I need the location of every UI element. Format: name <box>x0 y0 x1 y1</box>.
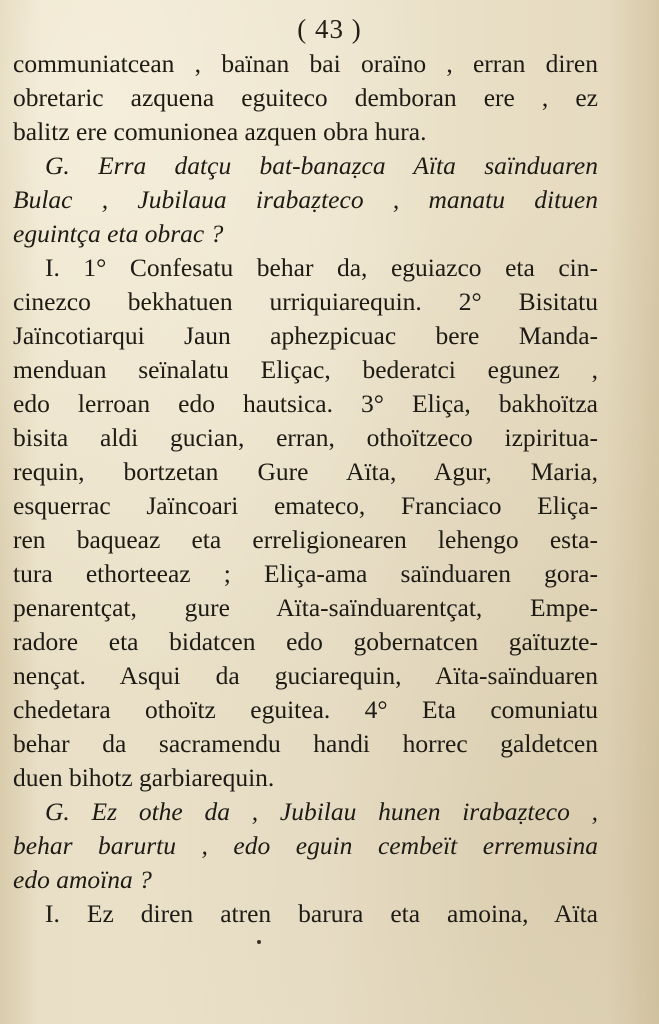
answer-line: penarentçat, gure Aïta-saïnduarentçat, Empe- <box>13 593 598 622</box>
text-line: obretaric azquena eguiteco demboran ere , ez <box>13 83 598 112</box>
ink-speck <box>257 940 261 944</box>
question-line: G. Ez othe da , Jubilau hunen irabaẓteco , <box>45 797 598 826</box>
answer-line: esquerrac Jaïncoari emateco, Franciaco Eliça- <box>13 491 598 520</box>
answer-line: menduan seïnalatu Eliçac, bederatci egunez , <box>13 355 598 384</box>
answer-line: nençat. Asqui da guciarequin, Aïta-saïnduaren <box>13 661 598 690</box>
text-line: balitz ere comunionea azquen obra hura. <box>13 117 427 146</box>
answer-line: Jaïncotiarqui Jaun aphezpicuac bere Manda- <box>13 321 598 350</box>
answer-line: edo lerroan edo hautsica. 3° Eliça, bakhoïtza <box>13 389 598 418</box>
question-line: edo amoïna ? <box>13 865 152 894</box>
answer-line: ren baqueaz eta erreligionearen lehengo esta- <box>13 525 598 554</box>
answer-line: cinezco bekhatuen urriquiarequin. 2° Bisitatu <box>13 287 598 316</box>
answer-line: radore eta bidatcen edo gobernatcen gaïtuzte- <box>13 627 598 656</box>
question-line: behar barurtu , edo eguin cembeït erremusina <box>13 831 598 860</box>
answer-line: I. Ez diren atren barura eta amoina, Aïta <box>45 899 598 928</box>
body-text <box>13 47 598 931</box>
answer-line: tura ethorteeaz ; Eliça-ama saïnduaren gora- <box>13 559 598 588</box>
answer-line: duen bihotz garbiarequin. <box>13 763 275 792</box>
text-line: communiatcean , baïnan bai oraïno , erran diren <box>13 49 598 78</box>
answer-line: chedetara othoïtz eguitea. 4° Eta comuniatu <box>13 695 598 724</box>
question-line: Bulac , Jubilaua irabaẓteco , manatu dituen <box>13 185 598 214</box>
question-line: G. Erra datçu bat-banaẓca Aïta saïnduaren <box>45 151 598 180</box>
answer-line: I. 1° Confesatu behar da, eguiazco eta cin- <box>45 253 598 282</box>
answer-line: requin, bortzetan Gure Aïta, Agur, Maria, <box>13 457 598 486</box>
question-line: eguintça eta obrac ? <box>13 219 224 248</box>
page-number: ( 43 ) <box>297 14 362 44</box>
answer-line: behar da sacramendu handi horrec galdetcen <box>13 729 598 758</box>
answer-line: bisita aldi gucian, erran, othoïtzeco izpiritua- <box>13 423 598 452</box>
